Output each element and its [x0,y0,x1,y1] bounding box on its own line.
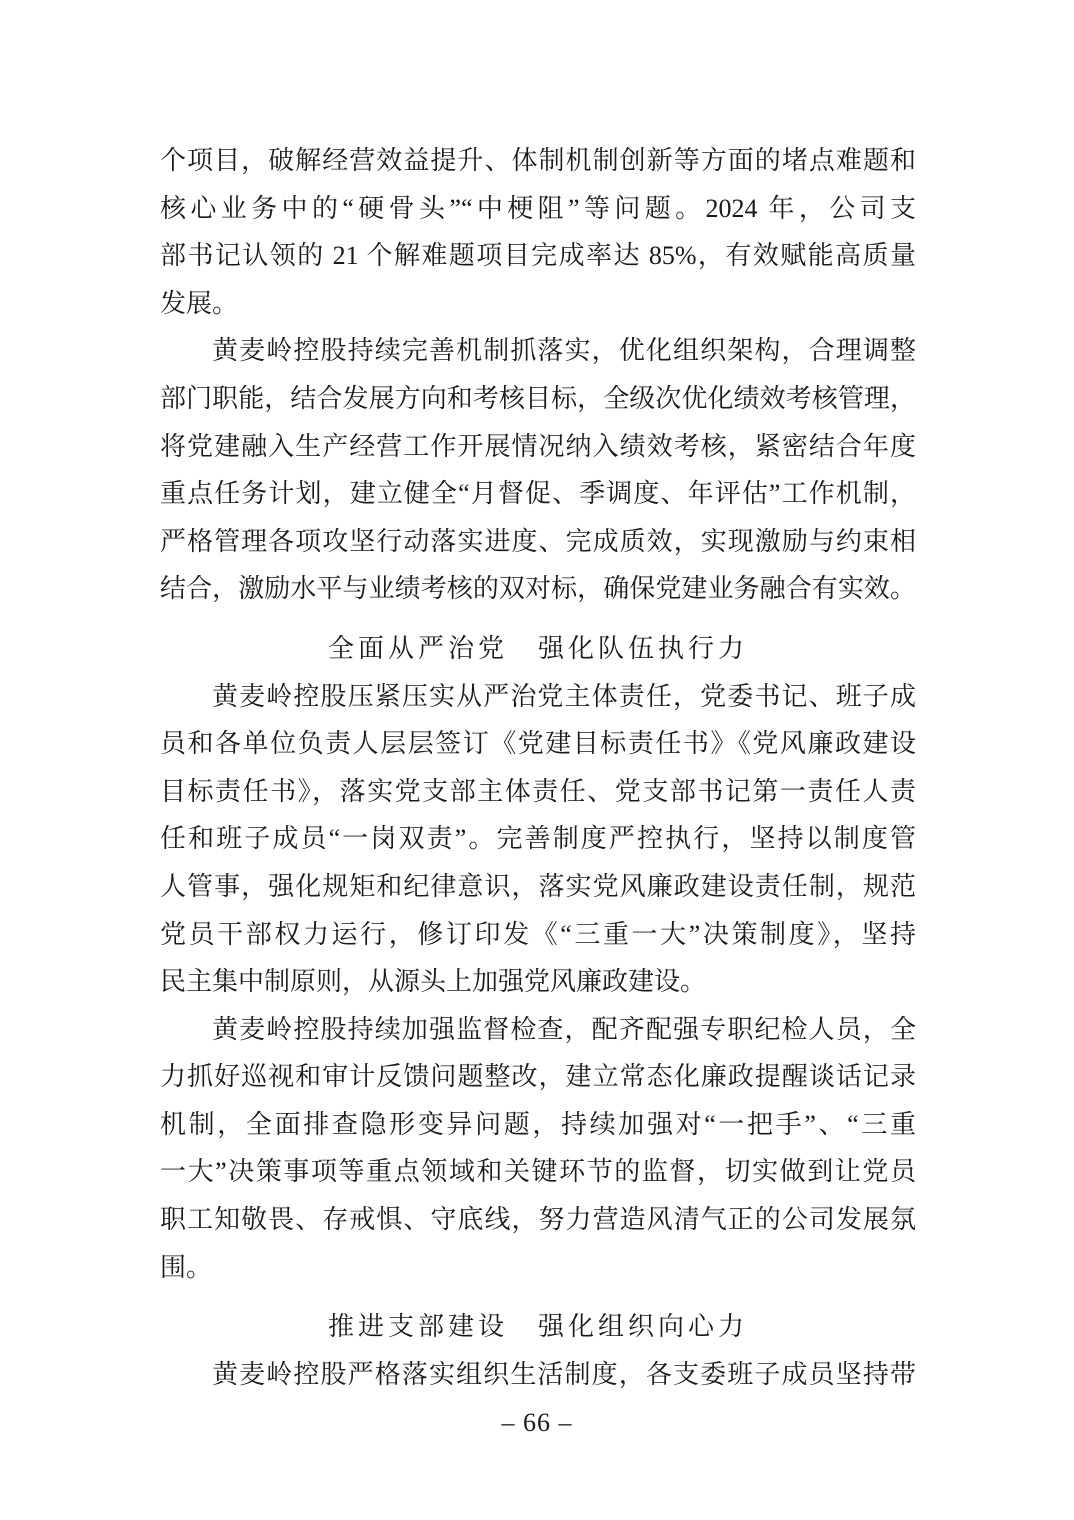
section-heading: 推进支部建设 强化组织向心力 [327,1312,748,1342]
text-line: 结合，激励水平与业绩考核的双对标，确保党建业务融合有实效。 [160,574,916,604]
text-line: 民主集中制原则，从源头上加强党风廉政建设。 [160,967,707,997]
text-line: 黄麦岭控股严格落实组织生活制度，各支委班子成员坚持带 [212,1359,916,1389]
text-line: 个项目，破解经营效益提升、体制机制创新等方面的堵点难题和 [160,146,916,175]
text-line: 部书记认领的 21 个解难题项目完成率达 85%，有效赋能高质量 [160,241,916,271]
paragraph [160,1351,916,1399]
text-line: 重点任务计划，建立健全“月督促、季调度、年评估”工作机制， [160,479,916,509]
text-line: 目标责任书》，落实党支部主体责任、党支部书记第一责任人责 [160,776,916,806]
text-line: 发展。 [160,288,239,318]
text-line: 黄麦岭控股压紧压实从严治党主体责任，党委书记、班子成 [212,681,916,711]
text-line: 党员干部权力运行，修订印发《“三重一大”决策制度》，坚持 [160,919,916,949]
paragraph [160,1006,916,1292]
paragraph [160,673,916,1006]
text-line: 围。 [160,1252,213,1282]
page-number: – 66 – [501,1408,573,1437]
page-footer [0,1408,1074,1438]
text-line: 将党建融入生产经营工作开展情况纳入绩效考核，紧密结合年度 [160,431,916,461]
text-line: 人管事，强化规矩和纪律意识，落实党风廉政建设责任制，规范 [160,871,916,901]
text-line: 力抓好巡视和审计反馈问题整改，建立常态化廉政提醒谈话记录 [160,1062,916,1092]
text-line: 严格管理各项攻坚行动落实进度、完成质效，实现激励与约束相 [160,526,916,556]
paragraph [160,327,916,613]
text-line: 核心业务中的“硬骨头”“中梗阻”等问题。2024 年，公司支 [160,193,916,223]
text-line: 黄麦岭控股持续加强监督检查，配齐配强专职纪检人员，全 [212,1014,916,1044]
paragraph [160,137,916,327]
text-line: 一大”决策事项等重点领域和关键环节的监督，切实做到让党员 [160,1157,916,1187]
text-line: 黄麦岭控股持续完善机制抓落实，优化组织架构，合理调整 [212,336,916,366]
text-line: 机制，全面排查隐形变异问题，持续加强对“一把手”、“三重 [160,1109,916,1139]
text-line: 职工知敬畏、存戒惧、守底线，努力营造风清气正的公司发展氛 [160,1205,916,1235]
text-line: 任和班子成员“一岗双责”。完善制度严控执行，坚持以制度管 [160,824,916,854]
section-heading: 全面从严治党 强化队伍执行力 [327,633,748,663]
text-line: 部门职能，结合发展方向和考核目标，全级次优化绩效考核管理， [160,383,916,413]
text-line: 员和各单位负责人层层签订《党建目标责任书》《党风廉政建设 [160,729,916,759]
page-body-text [160,137,916,1398]
